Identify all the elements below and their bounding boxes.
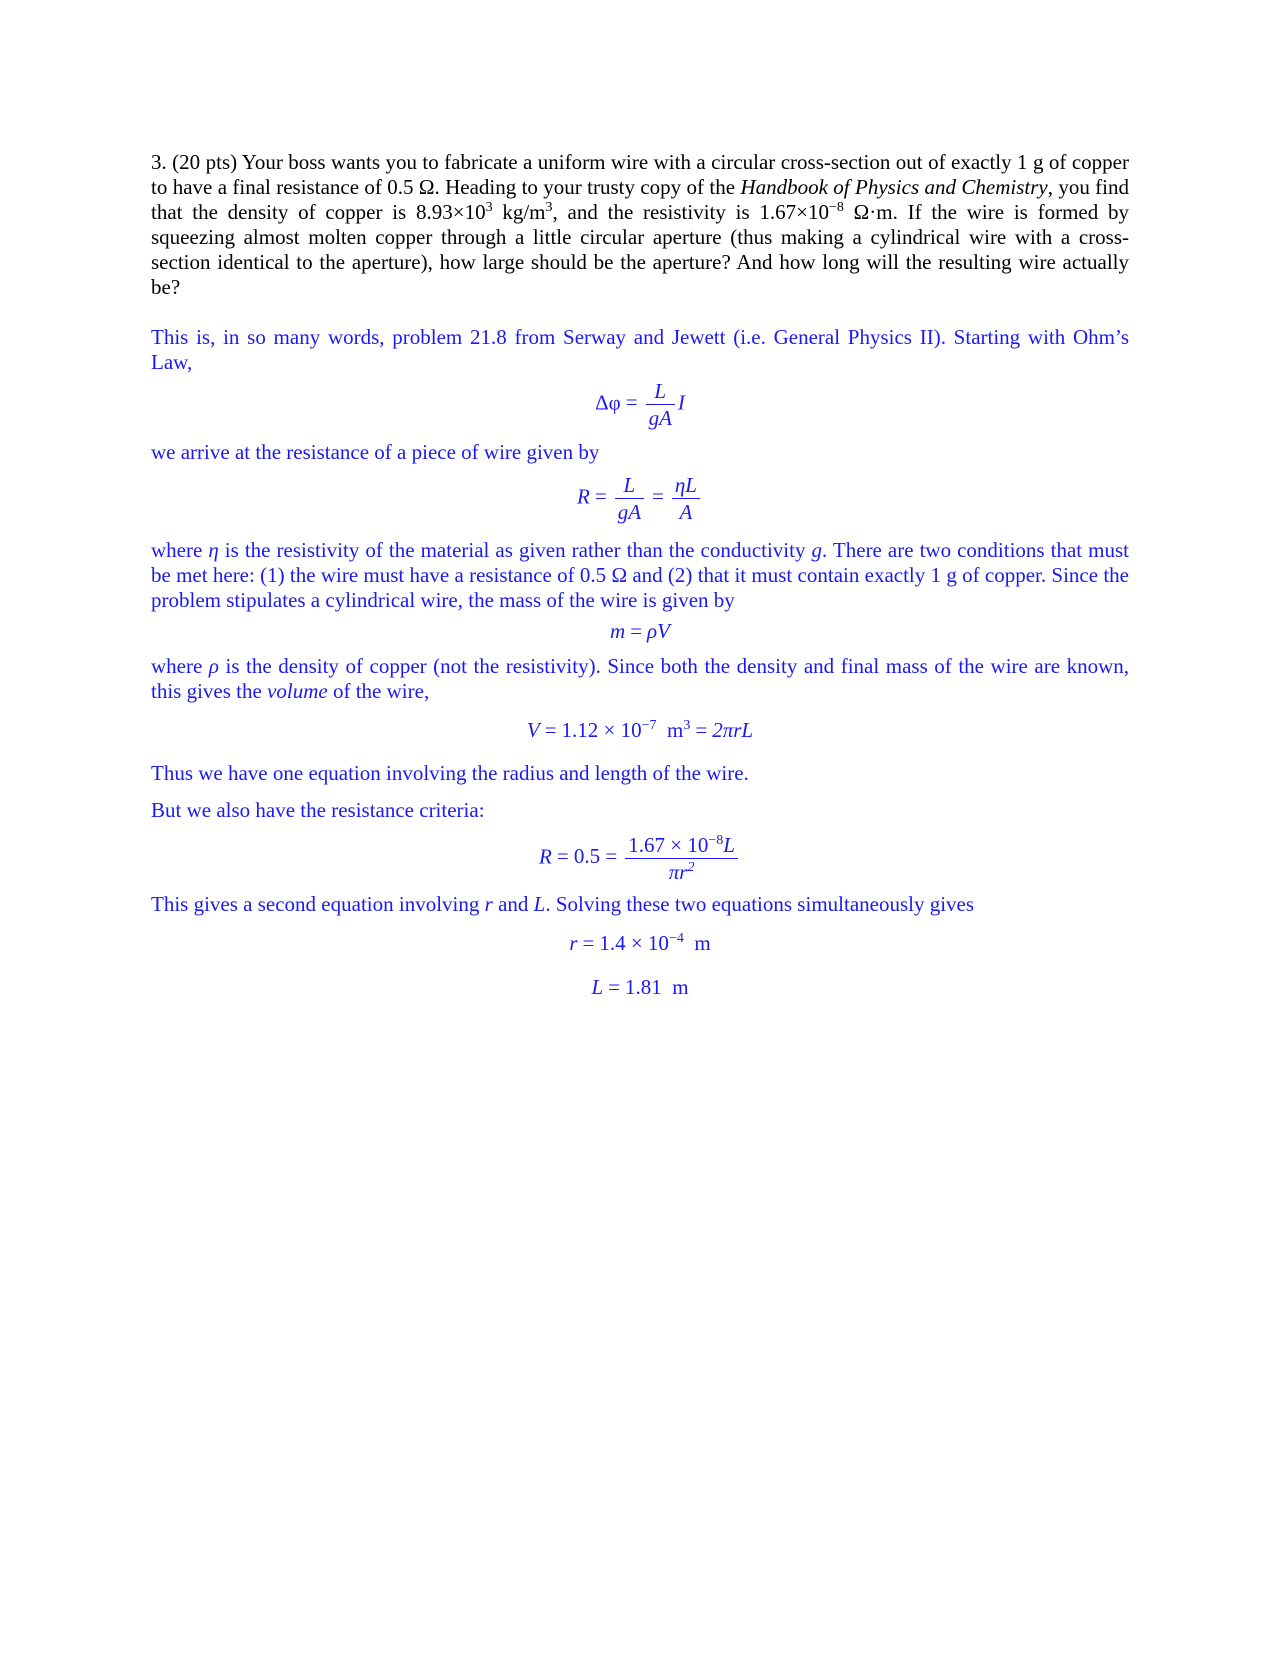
problem-text: 3. (20 pts) Your boss wants you to fabricate a uniform wire with a circular cross-section out of exactly 1 g of copper to have a final resistance of 0.5 Ω. Heading to your trusty copy of the xyxy=(151,150,1129,199)
problem-text: Ω·m. If the wire is formed by squeezing almost molten copper through a little circular aperture (thus making a cylindrical wire with a cross-section identical to the aperture), how large should be the aperture? And how long will the resulting wire actually be? xyxy=(151,200,1129,299)
exponent: 3 xyxy=(485,200,493,215)
fraction: $\frac{L}{gA}$ xyxy=(615,473,644,524)
solution-paragraph: we arrive at the resistance of a piece of wire given by xyxy=(151,440,600,464)
volume-equation: $V = 1.12 \times 10^{-7}$ $m^3 = 2\pi rL$ xyxy=(526,718,754,742)
exponent: 3 xyxy=(545,200,553,215)
radius-result-equation: $r = 1.4 \times 10^{-4}$ m xyxy=(569,931,711,955)
fraction: $\frac{L}{gA}$ xyxy=(646,379,675,430)
solution-paragraph: This gives a second equation involving r and L. Solving these two equations simultaneously gives xyxy=(151,892,975,916)
document-page xyxy=(151,150,1129,1000)
problem-text: kg/m xyxy=(492,200,546,224)
length-result-equation: L = 1.81 m xyxy=(591,975,689,999)
mass-equation: m = ρV xyxy=(610,619,670,643)
fraction: $\frac{\eta L}{A}$ xyxy=(672,473,700,524)
handbook-title: Handbook of Physics and Chemistry xyxy=(740,175,1048,199)
resistance-equation: R = $\frac{L}{gA}$ = $\frac{\eta L}{A}$ xyxy=(151,473,1129,524)
solution-paragraph: where η is the resistivity of the material as given rather than the conductivity g. There are two conditions that must be met here: (1) the wire must have a resistance of 0.5 Ω and (2) that it must contain exactly 1 g of copper. Since the problem stipulates a cylindrical wire, the mass of the wire is given by xyxy=(151,538,1129,612)
problem-statement xyxy=(151,150,1129,300)
problem-text: , and the resistivity is 1.67×10 xyxy=(552,200,829,224)
solution-paragraph: Thus we have one equation involving the radius and length of the wire. xyxy=(151,761,749,785)
resistance-criteria-equation: R = 0.5 = $\frac{1.67 \times 10^{-8}L}{\pi r^2}$ xyxy=(151,833,1129,884)
exponent: −8 xyxy=(828,200,844,215)
solution-paragraph: But we also have the resistance criteria: xyxy=(151,798,485,822)
ohms-law-equation: Δφ = $\frac{L}{gA}$ I xyxy=(595,379,685,430)
solution-paragraph: This is, in so many words, problem 21.8 from Serway and Jewett (i.e. General Physics II). Starting with Ohm’s Law, xyxy=(151,325,1129,374)
fraction: $\frac{1.67 \times 10^{-8}L}{\pi r^2}$ xyxy=(625,833,738,884)
solution-paragraph: where ρ is the density of copper (not the resistivity). Since both the density and final mass of the wire are known, this gives the volume of the wire, xyxy=(151,654,1129,703)
problem-text: , you find that the density of copper is 8.93×10 xyxy=(151,175,1130,224)
